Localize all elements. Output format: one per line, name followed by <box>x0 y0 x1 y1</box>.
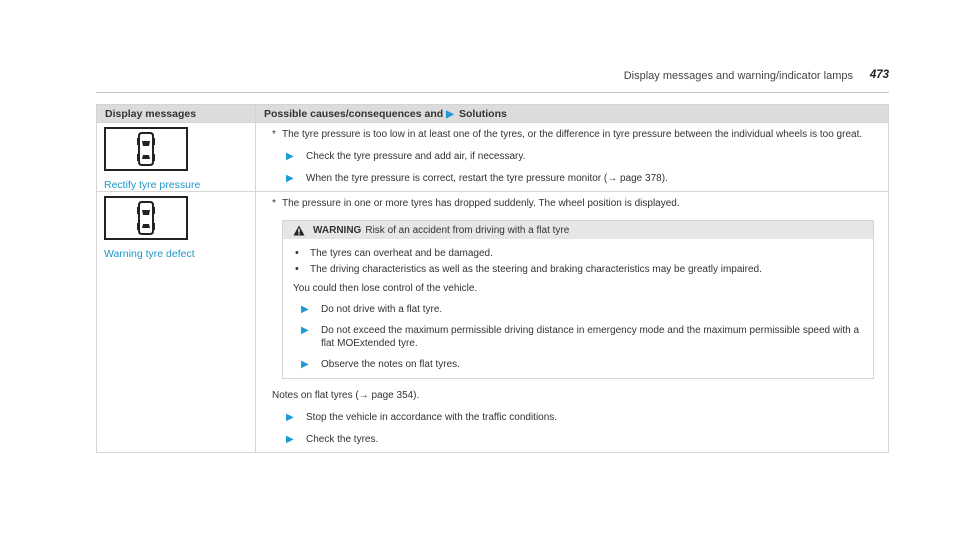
solution-step: ▶ Check the tyres. <box>272 433 880 446</box>
warning-triangle-icon <box>293 225 305 236</box>
message-label: Warning tyre defect <box>104 248 195 260</box>
column-header-display-messages: Display messages <box>97 105 256 123</box>
solution-step: ▶ When the tyre pressure is correct, restart the tyre pressure monitor (→ page 378). <box>272 172 880 185</box>
table-row <box>97 123 889 192</box>
arrow-right-icon: ▶ <box>286 151 294 162</box>
arrow-right-icon: ▶ <box>446 108 454 120</box>
message-label: Rectify tyre pressure <box>104 179 201 191</box>
cause-text: * The pressure in one or more tyres has dropped suddenly. The wheel position is displayed. <box>272 198 680 209</box>
car-tyre-defect-icon <box>104 196 188 240</box>
warning-header <box>283 221 873 239</box>
warning-bullet: • The tyres can overheat and be damaged. <box>295 247 493 259</box>
warning-label: WARNING <box>313 224 362 236</box>
cause-text: * The tyre pressure is too low in at least one of the tyres, or the difference in tyre pressure between the individual wheels is too great. <box>272 129 863 140</box>
arrow-right-icon: ▶ <box>301 304 309 315</box>
arrow-right-icon: ▶ <box>286 434 294 445</box>
warning-step: ▶ Observe the notes on flat tyres. <box>293 358 863 371</box>
arrow-right-icon: ▶ <box>301 359 309 370</box>
page-header <box>96 62 889 93</box>
solution-step: ▶ Stop the vehicle in accordance with the traffic conditions. <box>272 411 880 424</box>
car-tyre-pressure-icon <box>104 127 188 171</box>
solutions-cell <box>256 123 889 192</box>
warning-box <box>282 220 874 379</box>
display-messages-table <box>96 104 889 453</box>
page-number: 473 <box>869 69 889 81</box>
warning-text: You could then lose control of the vehicle. <box>293 283 478 294</box>
column-header-causes: Possible causes/consequences and <box>264 107 444 120</box>
notes-reference: Notes on flat tyres (→ page 354). <box>272 390 420 401</box>
table-row <box>97 192 889 453</box>
arrow-right-icon: ▶ <box>286 173 294 184</box>
column-header-solutions-label: Solutions <box>459 107 507 120</box>
arrow-right-icon: ▶ <box>301 325 309 336</box>
solutions-cell <box>256 192 889 453</box>
message-cell <box>97 123 256 192</box>
warning-step: ▶ Do not exceed the maximum permissible driving distance in emergency mode and the maximum permissible speed with a flat MOExtended tyre. <box>293 324 863 350</box>
arrow-right-icon: ▶ <box>286 412 294 423</box>
header-title: Display messages and warning/indicator lamps <box>623 70 853 82</box>
message-cell <box>97 192 256 453</box>
table-header-row <box>97 105 889 123</box>
warning-title: Risk of an accident from driving with a flat tyre <box>365 224 570 236</box>
solution-step: ▶ Check the tyre pressure and add air, if necessary. <box>272 150 880 163</box>
column-header-solutions <box>256 105 889 123</box>
warning-step: ▶ Do not drive with a flat tyre. <box>293 303 863 316</box>
warning-bullet: • The driving characteristics as well as the steering and braking characteristics may be greatly impaired. <box>295 263 762 275</box>
